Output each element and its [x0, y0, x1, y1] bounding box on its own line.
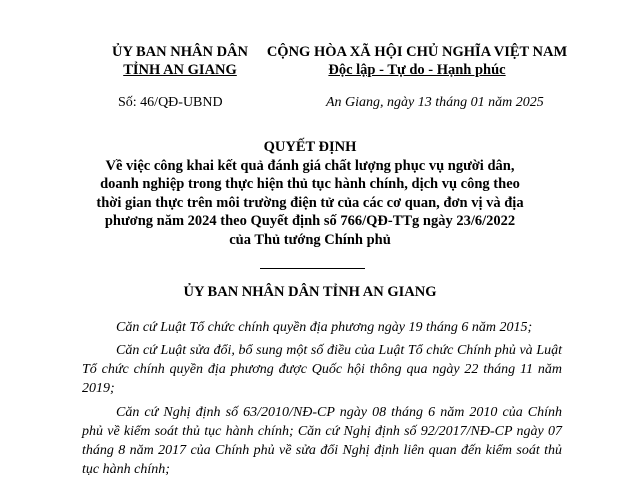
national-motto-header	[252, 43, 582, 79]
document-number: Số: 46/QĐ-UBND	[118, 95, 223, 110]
title-line: thời gian thực trên môi trường điện tử của các cơ quan, đơn vị và địa	[96, 194, 524, 211]
title-line: phương năm 2024 theo Quyết định số 766/QĐ-TTg ngày 23/6/2022	[104, 213, 516, 229]
agency-line-2: TỈNH AN GIANG	[123, 62, 237, 78]
document-title	[60, 138, 560, 249]
legal-basis-paragraph: Căn cứ Luật sửa đổi, bổ sung một số điều của Luật Tổ chức Chính phủ và Luật Tổ chức chính quyền địa phương được Quốc hội thông qua ngày 22 tháng 11 năm 2019;	[82, 343, 562, 396]
title-line: Về việc công khai kết quả đánh giá chất lượng phục vụ người dân,	[105, 157, 515, 174]
title-divider	[260, 268, 365, 269]
legal-basis-paragraph: Căn cứ Nghị định số 63/2010/NĐ-CP ngày 08 tháng 6 năm 2010 của Chính phủ về kiểm soát thủ tục hành chính; Căn cứ Nghị định số 92/2017/NĐ-CP ngày 07 tháng 8 năm 2017 của Chính phủ về sửa đổi Nghị định liên quan đến kiểm soát thủ tục hành chính;	[82, 405, 562, 477]
agency-line-1: ỦY BAN NHÂN DÂN	[111, 44, 248, 60]
legal-basis-paragraph: Căn cứ Luật Tổ chức chính quyền địa phương ngày 19 tháng 6 năm 2015;	[116, 320, 533, 335]
issuer-heading: ỦY BAN NHÂN DÂN TỈNH AN GIANG	[183, 284, 437, 300]
document-date: An Giang, ngày 13 tháng 01 năm 2025	[326, 95, 544, 110]
country-name: CỘNG HÒA XÃ HỘI CHỦ NGHĨA VIỆT NAM	[266, 44, 568, 60]
motto: Độc lập - Tự do - Hạnh phúc	[328, 62, 506, 78]
title-heading: QUYẾT ĐỊNH	[263, 139, 357, 155]
title-line: doanh nghiệp trong thực hiện thủ tục hành chính, dịch vụ công theo	[100, 176, 520, 192]
title-line: của Thủ tướng Chính phủ	[229, 231, 391, 248]
